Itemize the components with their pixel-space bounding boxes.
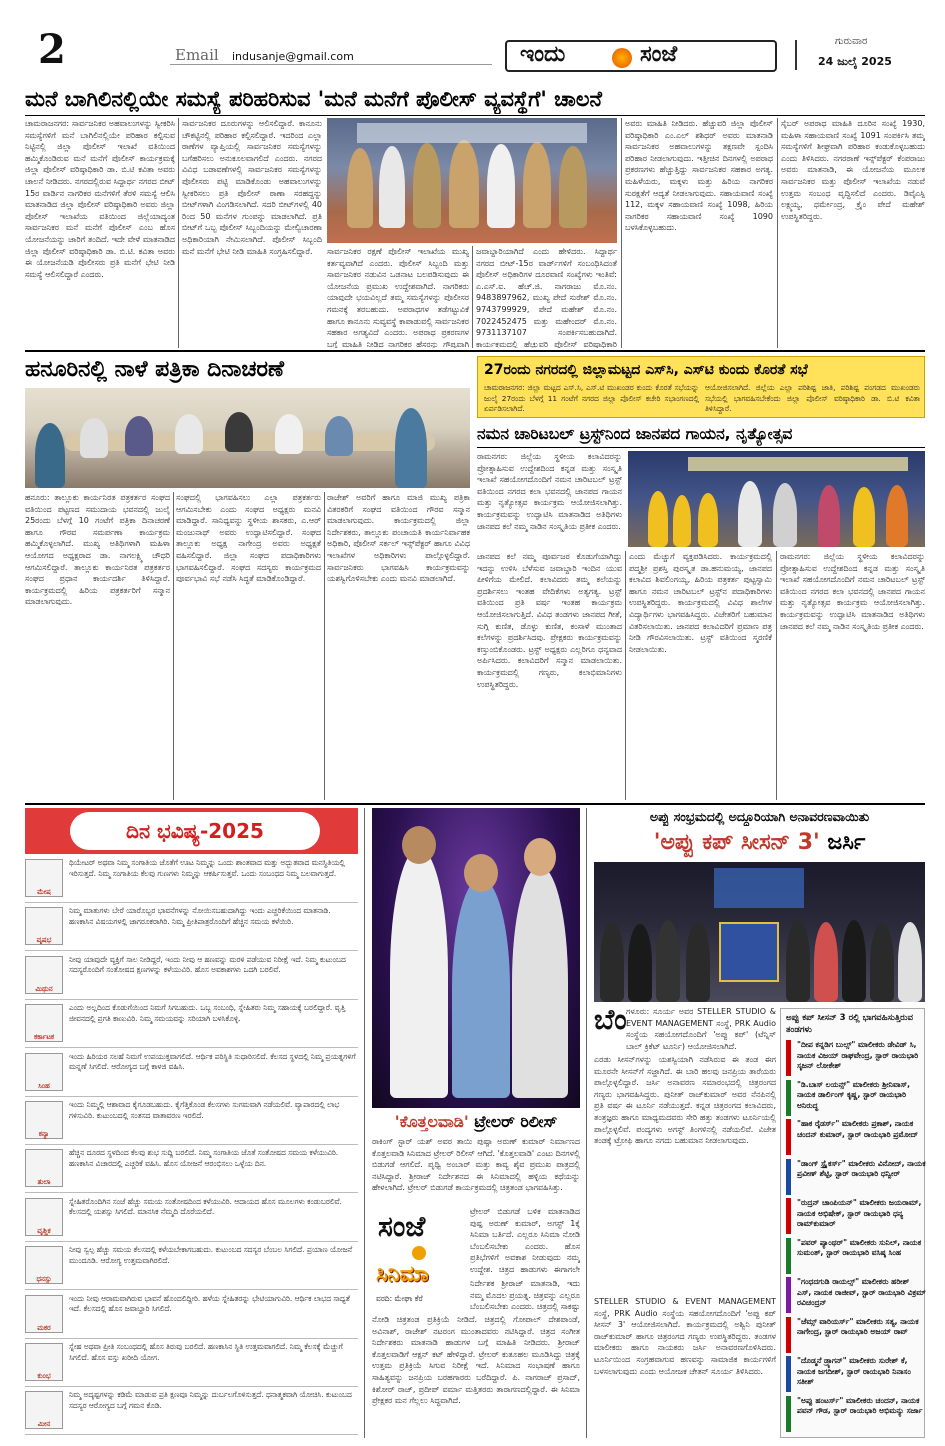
zodiac-text: ಇಂದು ನಿಮ್ಮಲ್ಲಿ ಆಶಾವಾದ ಕೈಗೂಡಬಹುದು. ಕೈಗೆತ್ತಿಕೊಂಡ ಕೆಲಸಗಳು ಸುಗಮವಾಗಿ ನಡೆಯಲಿವೆ. ವ್ಯಾಪಾರದಲ್ಲಿ ಲಾಭ ಗಳಿಸುವಿರಿ. ಕುಟುಂಬದಲ್ಲಿ ಸಂತಸದ ವಾತಾವರಣ ಇರಲಿದೆ.: [69, 1100, 340, 1120]
story1-col2: ಸಾರ್ವಜನಿಕರ ದೂರುಗಳನ್ನು ಆಲಿಸಲಿದ್ದಾರೆ. ಕಾನೂನು ಚೌಕಟ್ಟಿನಲ್ಲಿ ಪರಿಹಾರ ಕಲ್ಪಿಸಲಿದ್ದಾರೆ. ಇದರಿಂದ ಎಲ್ಲಾ ಠಾಣೆಗಳ ವ್ಯಾಪ್ತಿಯಲ್ಲಿ ಸಾರ್ವಜನಿಕರ ಸಮಸ್ಯೆಗಳನ್ನು ಬಗೆಹರಿಸಲು ಅನುಕೂಲವಾಗಲಿದೆ ಎಂದರು. ನಗರದ ವಿವಿಧ ಬಡಾವಣೆಗಳಲ್ಲಿ ಸಾರ್ವಜನಿಕರ ಸಮಸ್ಯೆಗಳನ್ನು ಪೊಲೀಸರು ಪಟ್ಟಿ ಮಾಡಿಕೊಂಡು ಅಹವಾಲುಗಳನ್ನು ಸ್ವೀಕರಿಸಲು ಪ್ರತಿ ಪೊಲೀಸ್ ಠಾಣಾ ಸರಹದ್ದನ್ನು ಬೀಟ್‌ಗಳಾಗಿ ವಿಂಗಡಿಸಲಾಗಿದೆ. ಸದರಿ ಬೀಟ್‌ಗಳಲ್ಲಿ 40 ರಿಂದ 50 ಮನೆಗಳ ಗುಂಪನ್ನು ಮಾಡಲಾಗಿದೆ. ಪ್ರತಿ ಬೀಟ್‌ಗೆ ಒಬ್ಬ ಪೊಲೀಸ್ ಸಿಬ್ಬಂದಿಯನ್ನು ಮೇಲ್ವಿಚಾರಣಾ ಅಧಿಕಾರಿಯಾಗಿ ನೇಮಿಸಲಾಗಿದೆ. ಪೊಲೀಸ್ ಸಿಬ್ಬಂದಿ ಮನೆ ಮನೆಗೆ ಭೇಟಿ ನೀಡಿ ಮಾಹಿತಿ ಸಂಗ್ರಹಿಸಲಿದ್ದಾರೆ.: [182, 119, 322, 256]
page-number: 2: [38, 26, 66, 73]
story1-col4: ಜವಾಬ್ದಾರಿಯಾಗಿದೆ ಎಂದು ಹೇಳಿದರು. ಸಿದ್ದಾರ್ಥ ನಗರದ ಬೀಟ್-15ರ ವಾರ್ಡ್‌ಗಳಿಗೆ ಸಂಬಂಧಿಸಿದಂತೆ ಪೊಲೀಸ್ ಅಧಿಕಾರಿಗಳ ದೂರವಾಣಿ ಸಂಖ್ಯೆಗಳು ಇಂತಿವೆ: ಎ.ಎಸ್.ಐ. ಹೆಚ್.ಜಿ. ನಾಗರಾಜು ಮೊ.ನಂ. 9483897962, ಮುಖ್ಯ ಪೇದೆ ಸುರೇಶ್ ಮೊ.ನಂ. 9743799929, ಪೇದೆ ಮಹೇಶ್ ಮೊ.ನಂ. 7022452475 ಮತ್ತು ಮಹೇಂದರ್ ಮೊ.ನಂ. 9731137107 ಸಂಪರ್ಕಿಸಬಹುದಾಗಿದೆ. ಕಾರ್ಯಕ್ರಮದಲ್ಲಿ ಹೆಚ್ಚುವರಿ ಪೊಲೀಸ್ ವರಿಷ್ಠಾಧಿಕಾರಿ: [476, 247, 617, 348]
paper-name-right: ಸಂಜೆ: [640, 42, 678, 67]
story4-col-a: ಜಾನಪದ ಕಲೆ ನಮ್ಮ ಪೂರ್ವಜರ ಕೊಡುಗೆಯಾಗಿದ್ದು ಇದನ್ನು ಉಳಿಸಿ ಬೆಳೆಸುವ ಜವಾಬ್ದಾರಿ ಇಂದಿನ ಯುವ ಪೀಳಿಗೆಯ ಮೇಲಿದೆ. ಕಲಾವಿದರು ತಮ್ಮ ಕಲೆಯನ್ನು ಪ್ರದರ್ಶಿಸಲು ಇಂತಹ ವೇದಿಕೆಗಳು ಅತ್ಯಗತ್ಯ. ಟ್ರಸ್ಟ್ ವತಿಯಿಂದ ಪ್ರತಿ ವರ್ಷ ಇಂತಹ ಕಾರ್ಯಕ್ರಮ ಆಯೋಜಿಸಲಾಗುತ್ತಿದೆ. ವಿವಿಧ ತಂಡಗಳು ಜಾನಪದ ಗೀತೆ, ಸುಗ್ಗಿ ಕುಣಿತ, ಡೊಳ್ಳು ಕುಣಿತ, ಕಂಸಾಳೆ ಮುಂತಾದ ಕಲೆಗಳನ್ನು ಪ್ರದರ್ಶಿಸಿದವು. ಪ್ರೇಕ್ಷಕರು ಕಾರ್ಯಕ್ರಮವನ್ನು ಕಣ್ತುಂಬಿಕೊಂಡರು. ಟ್ರಸ್ಟ್ ಅಧ್ಯಕ್ಷರು ಎಲ್ಲರಿಗೂ ಧನ್ಯವಾದ ಅರ್ಪಿಸಿದರು. ಕಲಾವಿದರಿಗೆ ಸನ್ಮಾನ ಮಾಡಲಾಯಿತು. ಕಾರ್ಯಕ್ರಮದಲ್ಲಿ ಗಣ್ಯರು, ಕಲಾಭಿಮಾನಿಗಳು ಉಪಸ್ಥಿತರಿದ್ದರು.: [477, 552, 622, 689]
zodiac-text: ನೀವು ಯಾವುದೇ ವ್ಯಕ್ತಿಗೆ ಸಾಲ ನೀಡಿದ್ದರೆ, ಇಂದು ನೀವು ಆ ಹಣವನ್ನು ಮರಳಿ ಪಡೆಯುವ ನಿರೀಕ್ಷೆ ಇದೆ. ನಿಮ್ಮ ಕುಟುಂಬದ ಸದಸ್ಯರೊಂದಿಗೆ ಸಂತೋಷದ ಕ್ಷಣಗಳನ್ನು ಕಳೆಯುವಿರಿ. ಹೊಸ ಅವಕಾಶಗಳು ಒದಗಿ ಬರಲಿವೆ.: [69, 954, 346, 975]
appu-body-left: ಎರಡು ಸೀಸನ್‌ಗಳನ್ನು ಯಶಸ್ವಿಯಾಗಿ ನಡೆಸಿರುವ ಈ ತಂಡ ಈಗ ಮೂರನೇ ಸೀಸನ್‌ಗೆ ಸಜ್ಜಾಗಿದೆ. ಈ ಬಾರಿ ಹಲವು ಜನಪ್ರಿಯ ತಾರೆಯರು ಪಾಲ್ಗೊಳ್ಳಲಿದ್ದಾರೆ. ಜರ್ಸಿ ಅನಾವರಣ ಸಮಾರಂಭದಲ್ಲಿ ಚಿತ್ರರಂಗದ ಗಣ್ಯರು ಭಾಗವಹಿಸಿದ್ದರು. ಪುನೀತ್ ರಾಜ್‌ಕುಮಾರ್ ಅವರ ನೆನಪಿನಲ್ಲಿ ಪ್ರತಿ ವರ್ಷ ಈ ಟೂರ್ನಿ ನಡೆಯುತ್ತದೆ. ಕನ್ನಡ ಚಿತ್ರರಂಗದ ಕಲಾವಿದರು, ತಂತ್ರಜ್ಞರು ಹಾಗೂ ಮಾಧ್ಯಮದವರು ಸೇರಿ ಹತ್ತು ತಂಡಗಳು ಟೂರ್ನಿಯಲ್ಲಿ ಪಾಲ್ಗೊಳ್ಳಲಿವೆ. ಪಂದ್ಯಗಳು ಅಗಸ್ಟ್ ತಿಂಗಳಿನಲ್ಲಿ ನಡೆಯಲಿವೆ. ವಿಜೇತ ತಂಡಕ್ಕೆ ಟ್ರೋಫಿ ಹಾಗೂ ನಗದು ಬಹುಮಾನ ನೀಡಲಾಗುವುದು.: [594, 1055, 776, 1146]
film-reel-icon: [412, 1246, 426, 1260]
story1-col5: ಅವರು ಮಾಹಿತಿ ನೀಡಿದರು. ಹೆಚ್ಚುವರಿ ಜಿಲ್ಲಾ ಪೊಲೀಸ್ ವರಿಷ್ಠಾಧಿಕಾರಿ ಎಂ.ಎಲ್ ಶಶಿಧರ್ ಅವರು ಮಾತನಾಡಿ ಸಾರ್ವಜನಿಕರ ಅಹವಾಲುಗಳನ್ನು ತಕ್ಷಣವೇ ಸ್ಪಂದಿಸಿ ಪರಿಹಾರ ನೀಡಲಾಗುವುದು. ಇತ್ತೀಚಿನ ದಿನಗಳಲ್ಲಿ ಅಪರಾಧ ಪ್ರಕರಣಗಳು ಹೆಚ್ಚುತ್ತಿದ್ದು ಸಾರ್ವಜನಿಕರ ಸಹಕಾರ ಅಗತ್ಯ. ಮಹಿಳೆಯರು, ಮಕ್ಕಳು ಮತ್ತು ಹಿರಿಯ ನಾಗರಿಕರ ಸುರಕ್ಷತೆಗೆ ಆದ್ಯತೆ ನೀಡಲಾಗುವುದು. ಸಹಾಯವಾಣಿ ಸಂಖ್ಯೆ 112, ಮಕ್ಕಳ ಸಹಾಯವಾಣಿ ಸಂಖ್ಯೆ 1098, ಹಿರಿಯ ನಾಗರಿಕರ ಸಹಾಯವಾಣಿ ಸಂಖ್ಯೆ 1090 ಬಳಸಿಕೊಳ್ಳಬಹುದು.: [625, 119, 773, 233]
cinema-body-bottom: ನೋಡಿ ಚಿತ್ರತಂಡ ಪ್ರತಿಕ್ರಿಯೆ ನೀಡಿದೆ. ಚಿತ್ರದಲ್ಲಿ ಗೋಪಾಲ್ ದೇಶಪಾಂಡೆ, ಅವಿನಾಶ್, ರಾಜೇಶ್ ನಟರಂಗ ಮುಂತಾದವರು ನಟಿಸಿದ್ದಾರೆ. ಚಿತ್ರದ ಸಂಗೀತ ನಿರ್ದೇಶಕರು ಮಾತನಾಡಿ ಹಾಡುಗಳ ಬಗ್ಗೆ ಮಾಹಿತಿ ನೀಡಿದರು. ಶ್ರೀರಾಜ್ ಕೊತ್ತಲವಾಡಿಗೆ ಆಕ್ಷನ್ ಕಟ್ ಹೇಳಿದ್ದಾರೆ. ಟ್ರೇಲರ್ ಕುತೂಹಲ ಮೂಡಿಸಿದ್ದು ಚಿತ್ರಕ್ಕೆ ಉತ್ತಮ ಪ್ರತಿಕ್ರಿಯೆ ಸಿಗುವ ನಿರೀಕ್ಷೆ ಇದೆ. ಸಿನಿಮಾದ ಸಂಭಾಷಣೆ ಹಾಗೂ ಸಾಹಿತ್ಯವನ್ನು ಜನಪ್ರಿಯ ಬರಹಗಾರರು ಬರೆದಿದ್ದಾರೆ. ಪಿ. ನಾಗರಾಜ್ ಪ್ರಸಾದ್, ಕಿಶೋರ್ ರಾಜ್, ಪ್ರದೀಪ್ ವರ್ಮಾ ಮತ್ತಿತರರು ತಾರಾಗಣದಲ್ಲಿದ್ದಾರೆ. ಈ ಸಿನಿಮಾ ಪ್ರೇಕ್ಷಕರ ಮನ ಗೆಲ್ಲಲು ಸಿದ್ಧವಾಗಿದೆ.: [372, 1315, 580, 1406]
horoscope-title: ದಿನ ಭವಿಷ್ಯ-2025: [70, 812, 320, 850]
team-entry: "ಅಪ್ಪು ಹಂಟರ್ಸ್" ಮಾಲೀಕರು ಚಂದನ್, ನಾಯಕ ಪವನ್ ಗೌಡ, ಸ್ಟಾರ್ ರಾಯಭಾರಿ ಅಭಿಮನ್ಯು ಸರ್ಜಾ: [786, 1396, 926, 1432]
team-entry: "ಡಿ.ಬಾಸ್ ಲಯನ್ಸ್" ಮಾಲೀಕರು ಶ್ರೀನಿವಾಸ್, ನಾಯಕ ಡಾರ್ಲಿಂಗ್ ಕೃಷ್ಣ, ಸ್ಟಾರ್ ರಾಯಭಾರಿ ಅನಿರುದ್ಧ: [786, 1080, 926, 1116]
zodiac-name: ಸಿಂಹ: [38, 1081, 50, 1090]
cinema-poster-photo: [372, 808, 580, 1108]
appu-body-lead: ಗಳೂರು: ಸೂರ್ಯ ಅವರ STELLER STUDIO & EVENT MANAGEMENT ಸಂಸ್ಥೆ, PRK Audio ಸಂಸ್ಥೆಯ ಸಹಯೋಗದೊಂದಿಗೆ 'ಅಪ್ಪು ಕಪ್' (ಟೆನ್ನಿಸ್ ಬಾಲ್ ಕ್ರಿಕೆಟ್ ಟೂರ್ನಿ) ಆಯೋಜಿಸಲಾಗಿದೆ.: [626, 1007, 776, 1051]
press-meeting-photo: [25, 388, 470, 488]
story2-headline: ಹನೂರಿನಲ್ಲಿ ನಾಳೆ ಪತ್ರಿಕಾ ದಿನಾಚರಣೆ: [25, 357, 285, 382]
story3-headline: 27ರಂದು ನಗರದಲ್ಲಿ ಜಿಲ್ಲಾಮಟ್ಟದ ಎಸ್‌ಸಿ, ಎಸ್‌ಟಿ ಕುಂದು ಕೊರತೆ ಸಭೆ: [484, 362, 808, 378]
zodiac-name: ಧನಸ್ಸು: [36, 1275, 52, 1284]
zodiac-name: ತುಲಾ: [37, 1178, 51, 1187]
zodiac-name: ವೃಷಭ: [36, 936, 52, 945]
zodiac-name: ವೃಶ್ಚಿಕ: [37, 1226, 51, 1235]
story1-headline: ಮನೆ ಬಾಗಿಲಿನಲ್ಲಿಯೇ ಸಮಸ್ಯೆ ಪರಿಹರಿಸುವ 'ಮನೆ ಮನೆಗೆ ಪೊಲೀಸ್ ವ್ಯವಸ್ಥೆಗೆ' ಚಾಲನೆ: [25, 87, 602, 111]
team-entry: "ಗಂಧದಗುಡಿ ರಾಯಲ್ಸ್" ಮಾಲೀಕರು ಹರೀಶ್ ಎಸ್, ನಾಯಕ ರಾಜೀವ್, ಸ್ಟಾರ್ ರಾಯಭಾರಿ ವಿಕ್ರಮ್ ರವಿಚಂದ್ರನ್: [786, 1277, 926, 1313]
story2-col2: ಸಂಘದಲ್ಲಿ ಭಾಗವಹಿಸಲು ಎಲ್ಲಾ ಪತ್ರಕರ್ತರು ಆಗಮಿಸಬೇಕು ಎಂದು ಸಂಘದ ಅಧ್ಯಕ್ಷರು ಮನವಿ ಮಾಡಿದ್ದಾರೆ. ಸಾನಿಧ್ಯವನ್ನು ಸ್ಥಳೀಯ ಶಾಸಕರು, ಎ.ಆರ್ ಮಂಜುನಾಥ್ ಅವರು ಉದ್ಘಾಟಿಸಲಿದ್ದಾರೆ. ಸಂಘದ ತಾಲ್ಲೂಕು ಅಧ್ಯಕ್ಷ ನಾಗೇಂದ್ರ ಅವರು ಅಧ್ಯಕ್ಷತೆ ವಹಿಸಲಿದ್ದಾರೆ. ಜಿಲ್ಲಾ ಸಂಘದ ಪದಾಧಿಕಾರಿಗಳು ಭಾಗವಹಿಸಲಿದ್ದಾರೆ. ಸಂಘದ ಸದಸ್ಯರು ಕಾರ್ಯಕ್ರಮದ ಪೂರ್ವಭಾವಿ ಸಭೆ ನಡೆಸಿ ಸಿದ್ಧತೆ ಮಾಡಿಕೊಂಡಿದ್ದಾರೆ.: [176, 493, 321, 584]
cinema-film-title: 'ಕೊತ್ತಲವಾಡಿ': [394, 1112, 469, 1131]
horoscope-row: [25, 1050, 358, 1097]
horoscope-row: [25, 1001, 358, 1048]
zodiac-text: ಇಂದು ಹಿರಿಯರ ಸಲಹೆ ನಿಮಗೆ ಉಪಯುಕ್ತವಾಗಲಿದೆ. ಆರ್ಥಿಕ ಪರಿಸ್ಥಿತಿ ಸುಧಾರಿಸಲಿದೆ. ಕೆಲಸದ ಸ್ಥಳದಲ್ಲಿ ನಿಮ್ಮ ಪ್ರಯತ್ನಗಳಿಗೆ ಮನ್ನಣೆ ಸಿಗಲಿದೆ. ಆರೋಗ್ಯದ ಬಗ್ಗೆ ಕಾಳಜಿ ವಹಿಸಿ.: [69, 1051, 356, 1072]
jersey-launch-photo: [594, 862, 925, 1002]
story3-col1: ಚಾಮರಾಜನಗರ: ಜಿಲ್ಲಾ ಮಟ್ಟದ ಎಸ್.ಸಿ, ಎಸ್.ಟಿ ಮುಖಂಡರ ಕುಂದು ಕೊರತೆ ಸಭೆಯನ್ನು ಜುಲೈ 27ರಂದು ಬೆಳಗ್ಗೆ 11 ಗಂಟೆಗೆ ನಗರದ ಜಿಲ್ಲಾ ಪೊಲೀಸ್ ಕಚೇರಿ ಸಭಾಂಗಣದಲ್ಲಿ ಏರ್ಪಡಿಸಲಾಗಿದೆ.: [484, 383, 699, 413]
team-entry: "ಹಾಕ ರೈಡರ್ಸ್" ಮಾಲೀಕರು ಪ್ರಕಾಶ್, ನಾಯಕ ಚಂದನ್ ಕುಮಾರ್, ಸ್ಟಾರ್ ರಾಯಭಾರಿ ಪ್ರಮೋದ್: [786, 1119, 926, 1155]
zodiac-text: ಥಿಯೇಟರ್ ಅಥವಾ ನಿಮ್ಮ ಸಂಗಾತಿಯ ಜೊತೆಗೆ ಊಟ ನಿಮ್ಮನ್ನು ಒಂದು ಶಾಂತವಾದ ಮತ್ತು ಅದ್ಭುತವಾದ ಮನಸ್ಥಿತಿಯಲ್ಲಿ ಇರಿಸುತ್ತದೆ. ನಿಮ್ಮ ಸಂಗಾತಿಯ ಕೆಲವು ಗುಣಗಳು ನಿಮ್ಮನ್ನು ಆಕರ್ಷಿಸುತ್ತವೆ. ಒಂದು ಸಂಬಂಧದ ನಿಮ್ಮ ಬಲವಾಗುತ್ತದೆ.: [69, 858, 345, 878]
team-entry: "ರುದ್ರನ್ ಚಾಂಪಿಯನ್" ಮಾಲೀಕರು ಜಯರಾಮ್, ನಾಯಕ ಅಭಿಷೇಕ್, ಸ್ಟಾರ್ ರಾಯಭಾರಿ ಧನ್ಯ ರಾಮ್‌ಕುಮಾರ್: [786, 1198, 926, 1234]
zodiac-text: ನಿಮ್ಮ ಮಾತುಗಳು ಬೇರೆ ಯಾರೊಬ್ಬರ ಭಾವನೆಗಳನ್ನು ನೋಯಿಸಬಹುದಾಗಿದ್ದು ಇಂದು ಎಚ್ಚರಿಕೆಯಿಂದ ಮಾತನಾಡಿ. ಹಣಕಾಸಿನ ವಿಷಯಗಳಲ್ಲಿ ಜಾಗರೂಕರಾಗಿರಿ. ನಿಮ್ಮ ಪ್ರೀತಿಪಾತ್ರರೊಂದಿಗೆ ಹೆಚ್ಚಿನ ಸಮಯ ಕಳೆಯಿರಿ.: [69, 906, 331, 926]
story1-col1: ಚಾಮರಾಜನಗರ: ಸಾರ್ವಜನಿಕರ ಅಹವಾಲುಗಳನ್ನು ಸ್ವೀಕರಿಸಿ ಸಮಸ್ಯೆಗಳಿಗೆ ಮನೆ ಬಾಗಿಲಿನಲ್ಲಿಯೇ ಪರಿಹಾರ ಕಲ್ಪಿಸುವ ನಿಟ್ಟಿನಲ್ಲಿ ಜಿಲ್ಲಾ ಪೊಲೀಸ್ ಇಲಾಖೆ ವತಿಯಿಂದ ಹಮ್ಮಿಕೊಂಡಿರುವ ಮನೆ ಮನೆಗೆ ಪೊಲೀಸ್ ಕಾರ್ಯಕ್ರಮಕ್ಕೆ ಜಿಲ್ಲಾ ಪೊಲೀಸ್ ವರಿಷ್ಠಾಧಿಕಾರಿ ಡಾ. ಬಿ.ಟಿ ಕವಿತಾ ಅವರು ಚಾಲನೆ ನೀಡಿದರು. ನಗರದಲ್ಲಿರುವ ಸಿದ್ದಾರ್ಥ ನಗರದ ಬೀಟ್ 15ರ ವಾರ್ಡಿನ ನಾಗರಿಕರ ಮನೆಗಳಿಗೆ ತೆರಳಿ ಸಮಸ್ಯೆ ಆಲಿಸಿ ಮಾತನಾಡಿದ ಜಿಲ್ಲಾ ಪೊಲೀಸ್ ವರಿಷ್ಠಾಧಿಕಾರಿ ಅವರು ಜಿಲ್ಲಾ ಪೊಲೀಸ್ ಇಲಾಖೆಯ ವತಿಯಿಂದ ಜಿಲ್ಲೆಯಾದ್ಯಂತ ಸಾರ್ವಜನಿಕರ ಮನೆ ಮನೆಗೆ ಪೊಲೀಸ್ ಎಂಬ ಹೊಸ ಯೋಜನೆಯನ್ನು ಜಾರಿಗೆ ತಂದಿದೆ. ಇದೇ ವೇಳೆ ಮಾತನಾಡಿದ ಜಿಲ್ಲಾ ಪೊಲೀಸ್ ವರಿಷ್ಠಾಧಿಕಾರಿ ಡಾ. ಬಿ.ಟಿ. ಕವಿತಾ ಅವರು ಈ ಯೋಜನೆಯಡಿ ಪೊಲೀಸರು ಪ್ರತಿ ಮನೆಗೆ ಭೇಟಿ ನೀಡಿ ಸಮಸ್ಯೆ ಆಲಿಸಲಿದ್ದಾರೆ ಎಂದರು.: [25, 119, 175, 279]
story2-col1: ಹನೂರು: ತಾಲ್ಲೂಕು ಕಾರ್ಯನಿರತ ಪತ್ರಕರ್ತರ ಸಂಘದ ವತಿಯಿಂದ ಪಟ್ಟಣದ ಸಮುದಾಯ ಭವನದಲ್ಲಿ ಜುಲೈ 25ರಂದು ಬೆಳಗ್ಗೆ 10 ಗಂಟೆಗೆ ಪತ್ರಿಕಾ ದಿನಾಚರಣೆ ಹಾಗೂ ಗೌರವ ಸಮರ್ಪಣಾ ಕಾರ್ಯಕ್ರಮ ಹಮ್ಮಿಕೊಳ್ಳಲಾಗಿದೆ. ಮುಖ್ಯ ಅತಿಥಿಗಳಾಗಿ ಮಹಿಳಾ ಆಯೋಗದ ಅಧ್ಯಕ್ಷರಾದ ಡಾ. ನಾಗಲಕ್ಷ್ಮಿ ಚೌಧರಿ ಆಗಮಿಸಲಿದ್ದಾರೆ. ತಾಲ್ಲೂಕು ಕಾರ್ಯನಿರತ ಪತ್ರಕರ್ತರ ಸಂಘದ ಪ್ರಧಾನ ಕಾರ್ಯದರ್ಶಿ ತಿಳಿಸಿದ್ದಾರೆ. ಕಾರ್ಯಕ್ರಮದಲ್ಲಿ ಹಿರಿಯ ಪತ್ರಕರ್ತರಿಗೆ ಸನ್ಮಾನ ಮಾಡಲಾಗುವುದು.: [25, 493, 170, 607]
horoscope-row: [25, 1292, 358, 1339]
cinema-headline: [372, 1110, 580, 1134]
zodiac-text: ಇಂದು ನೀವು ಆರಾಮವಾಗಿರುವ ಭಾವನೆ ಹೊಂದಲಿದ್ದೀರಿ. ಹಳೆಯ ಸ್ನೇಹಿತರನ್ನು ಭೇಟಿಯಾಗುವಿರಿ. ಆರ್ಥಿಕ ಲಾಭದ ಸಾಧ್ಯತೆ ಇದೆ. ಕೆಲಸದಲ್ಲಿ ಹೊಸ ಜವಾಬ್ದಾರಿ ಸಿಗಲಿದೆ.: [69, 1293, 350, 1314]
masthead: [0, 0, 945, 82]
sanje-cinema-badge: [372, 1210, 466, 1310]
horoscope-row: [25, 1340, 358, 1387]
appu-headline-end: ಜರ್ಸಿ: [819, 830, 866, 855]
zodiac-text: ಎಂದು ಅಲ್ಲದಿಂದ ಕೊಡುಗೆಯಿಂದ ನಿಮಗೆ ಸಿಗಬಹುದು. ಒಬ್ಬ ಸಂಬಂಧಿ, ಸ್ನೇಹಿತರು ನಿಮ್ಮ ಸಹಾಯಕ್ಕೆ ಬರಲಿದ್ದಾರೆ. ವೃತ್ತಿ ಜೀವನದಲ್ಲಿ ಪ್ರಗತಿ ಕಾಣುವಿರಿ. ನಿಮ್ಮ ಸಮಯವನ್ನು ಸರಿಯಾಗಿ ಬಳಸಿಕೊಳ್ಳಿ.: [69, 1003, 346, 1023]
zodiac-name: ಕರ್ಕಾಟಕ: [33, 1033, 55, 1042]
weekday: ಗುರುವಾರ: [835, 36, 868, 47]
horoscope-row: [25, 904, 358, 951]
folk-festival-photo: [628, 451, 925, 547]
email-address[interactable]: indusanje@gmail.com: [232, 50, 354, 63]
story3-col2: ಆಯೋಜಿಸಲಾಗಿದೆ. ಜಿಲ್ಲೆಯ ಎಲ್ಲಾ ಪರಿಶಿಷ್ಟ ಜಾತಿ, ಪರಿಶಿಷ್ಟ ಪಂಗಡದ ಮುಖಂಡರು ಸಭೆಯಲ್ಲಿ ಭಾಗವಹಿಸಬೇಕೆಂದು ಜಿಲ್ಲಾ ಪೊಲೀಸ್ ವರಿಷ್ಠಾಧಿಕಾರಿ ಡಾ. ಬಿ.ಟಿ ಕವಿತಾ ತಿಳಿಸಿದ್ದಾರೆ.: [705, 383, 920, 413]
horoscope-row: [25, 1243, 358, 1290]
story1-col3: ಸಾರ್ವಜನಿಕರ ರಕ್ಷಣೆ ಪೊಲೀಸ್ ಇಲಾಖೆಯ ಮುಖ್ಯ ಕರ್ತವ್ಯವಾಗಿದೆ ಎಂದರು. ಪೊಲೀಸ್ ಸಿಬ್ಬಂದಿ ಮತ್ತು ಸಾರ್ವಜನಿಕರ ನಡುವಿನ ಒಡನಾಟ ಬಲಪಡಿಸುವುದು ಈ ಯೋಜನೆಯ ಪ್ರಮುಖ ಉದ್ದೇಶವಾಗಿದೆ. ನಾಗರಿಕರು ಯಾವುದೇ ಭಯವಿಲ್ಲದೆ ತಮ್ಮ ಸಮಸ್ಯೆಗಳನ್ನು ಪೊಲೀಸರ ಗಮನಕ್ಕೆ ತರಬಹುದು. ಅಪರಾಧಗಳ ತಡೆಗಟ್ಟುವಿಕೆ ಹಾಗೂ ಕಾನೂನು ಸುವ್ಯವಸ್ಥೆ ಕಾಪಾಡುವಲ್ಲಿ ಸಾರ್ವಜನಿಕರ ಸಹಕಾರ ಅಗತ್ಯವಿದೆ ಎಂದರು. ಅಪರಾಧ ಪ್ರಕರಣಗಳ ಬಗ್ಗೆ ಮಾಹಿತಿ ನೀಡಿದ ನಾಗರಿಕರ ಹೆಸರನ್ನು ಗೌಪ್ಯವಾಗಿ: [327, 247, 469, 348]
masthead-rule-icon: [795, 40, 797, 70]
teams-title: ಅಪ್ಪು ಕಪ್ ಸೀಸನ್ 3 ರಲ್ಲಿ ಭಾಗವಹಿಸುತ್ತಿರುವ ತಂಡಗಳು: [786, 1013, 913, 1035]
story4-col-top: ರಾಮನಗರ: ಜಿಲ್ಲೆಯ ಸ್ಥಳೀಯ ಕಲಾವಿದರನ್ನು ಪ್ರೋತ್ಸಾಹಿಸುವ ಉದ್ದೇಶದಿಂದ ಕನ್ನಡ ಮತ್ತು ಸಂಸ್ಕೃತಿ ಇಲಾಖೆ ಸಹಯೋಗದೊಂದಿಗೆ ನಮನ ಚಾರಿಟಬಲ್ ಟ್ರಸ್ಟ್ ವತಿಯಿಂದ ನಗರದ ಕಲಾ ಭವನದಲ್ಲಿ ಜಾನಪದ ಗಾಯನ ಮತ್ತು ನೃತ್ಯೋತ್ಸವ ಕಾರ್ಯಕ್ರಮ ಆಯೋಜಿಸಲಾಗಿತ್ತು. ಕಾರ್ಯಕ್ರಮವನ್ನು ಉದ್ಘಾಟಿಸಿ ಮಾತನಾಡಿದ ಅತಿಥಿಗಳು ಜಾನಪದ ಕಲೆ ನಮ್ಮ ನಾಡಿನ ಸಂಸ್ಕೃತಿಯ ಪ್ರತೀಕ ಎಂದರು.: [477, 452, 622, 531]
appu-dropcap: ಬೆಂ: [594, 1003, 627, 1036]
cinema-body-left: ನಿರ್ದೇಶಕ ಶ್ರೀರಾಜ್ ಮಾತನಾಡಿ, ಇದು ನಮ್ಮ ಮೊದಲ ಪ್ರಯತ್ನ. ಚಿತ್ರವನ್ನು ಎಲ್ಲರೂ ಬೆಂಬಲಿಸಬೇಕು ಎಂದರು. ಚಿತ್ರದಲ್ಲಿ ಸಾಕಷ್ಟು: [470, 1279, 580, 1312]
story4-col-c: ರಾಮನಗರ: ಜಿಲ್ಲೆಯ ಸ್ಥಳೀಯ ಕಲಾವಿದರನ್ನು ಪ್ರೋತ್ಸಾಹಿಸುವ ಉದ್ದೇಶದಿಂದ ಕನ್ನಡ ಮತ್ತು ಸಂಸ್ಕೃತಿ ಇಲಾಖೆ ಸಹಯೋಗದೊಂದಿಗೆ ನಮನ ಚಾರಿಟಬಲ್ ಟ್ರಸ್ಟ್ ವತಿಯಿಂದ ನಗರದ ಕಲಾ ಭವನದಲ್ಲಿ ಜಾನಪದ ಗಾಯನ ಮತ್ತು ನೃತ್ಯೋತ್ಸವ ಕಾರ್ಯಕ್ರಮ ಆಯೋಜಿಸಲಾಗಿತ್ತು. ಕಾರ್ಯಕ್ರಮವನ್ನು ಉದ್ಘಾಟಿಸಿ ಮಾತನಾಡಿದ ಅತಿಥಿಗಳು ಜಾನಪದ ಕಲೆ ನಮ್ಮ ನಾಡಿನ ಸಂಸ್ಕೃತಿಯ ಪ್ರತೀಕ ಎಂದರು.: [780, 552, 925, 631]
zodiac-text: ಸ್ನೇಹ ಅಥವಾ ಪ್ರೀತಿ ಸಂಬಂಧದಲ್ಲಿ ಹೊಸ ತಿರುವು ಬರಲಿದೆ. ಹಣಕಾಸಿನ ಸ್ಥಿತಿ ಉತ್ತಮವಾಗಲಿದೆ. ನಿಮ್ಮ ಕೆಲಸಕ್ಕೆ ಮೆಚ್ಚುಗೆ ಸಿಗಲಿದೆ. ಹೊಸ ವಸ್ತು ಖರೀದಿ ಯೋಗ.: [69, 1342, 343, 1362]
horoscope-row: [25, 1388, 358, 1435]
email-label: Email: [175, 46, 219, 64]
cinema-byline: ವರದಿ: ಮೇಘಾ ಕೆರೆ: [376, 1294, 423, 1303]
horoscope-row: [25, 856, 358, 903]
cinema-label: ಸಿನಿಮಾ: [376, 1262, 429, 1287]
appu-body-left2: STELLER STUDIO & EVENT MANAGEMENT ಸಂಸ್ಥೆ, PRK Audio ಸಂಸ್ಥೆಯ ಸಹಯೋಗದೊಂದಿಗೆ 'ಅಪ್ಪು ಕಪ್ ಸೀಸನ್ 3' ಆಯೋಜಿಸಲಾಗಿದೆ. ಕಾರ್ಯಕ್ರಮದಲ್ಲಿ ಅಶ್ವಿನಿ ಪುನೀತ್ ರಾಜ್‌ಕುಮಾರ್ ಹಾಗೂ ಚಿತ್ರರಂಗದ ಗಣ್ಯರು ಉಪಸ್ಥಿತರಿದ್ದರು. ತಂಡಗಳ ಮಾಲೀಕರು ಹಾಗೂ ನಾಯಕರು ಜರ್ಸಿ ಅನಾವರಣಗೊಳಿಸಿದರು. ಟೂರ್ನಿಯಿಂದ ಸಂಗ್ರಹವಾಗುವ ಹಣವನ್ನು ಸಾಮಾಜಿಕ ಕಾರ್ಯಗಳಿಗೆ ಬಳಸಲಾಗುವುದು ಎಂದು ಆಯೋಜಕ ಚೇತನ್ ಸೂರ್ಯ ತಿಳಿಸಿದರು.: [594, 1297, 776, 1376]
cinema-headline-rest: ಟ್ರೇಲರ್ ರಿಲೀಸ್: [468, 1112, 558, 1131]
horoscope-row: [25, 1146, 358, 1193]
horoscope-row: [25, 1098, 358, 1145]
appu-subtitle: ಅಪ್ಪು ಸಂಭ್ರಮದಲ್ಲಿ ಅದ್ಧೂರಿಯಾಗಿ ಅನಾವರಣವಾಯಿತು: [649, 809, 870, 824]
appu-headline-quote: 'ಅಪ್ಪು ಕಪ್ ಸೀಸನ್ 3': [653, 830, 820, 855]
horoscope-row: [25, 953, 358, 1000]
zodiac-text: ನಿಮ್ಮ ಅದೃಷ್ಟಗಳನ್ನು ಕಡಿಮೆ ಮಾಡುವ ಪ್ರತಿ ಕ್ಷಣವೂ ನಿಮ್ಮನ್ನು ದುರ್ಬಲಗೊಳಿಸುತ್ತದೆ. ಧನಾತ್ಮಕವಾಗಿ ಯೋಚಿಸಿ. ಕುಟುಂಬದ ಸದಸ್ಯರ ಆರೋಗ್ಯದ ಬಗ್ಗೆ ಗಮನ ಕೊಡಿ.: [69, 1390, 352, 1410]
sun-icon: [612, 48, 632, 68]
zodiac-text: ಹೆಚ್ಚಿನ ದೂರದ ಸ್ಥಳದಿಂದ ಕೆಲವು ಶುಭ ಸುದ್ದಿ ಬರಲಿದೆ. ನಿಮ್ಮ ಸಂಗಾತಿಯ ಜೊತೆ ಸಂತೋಷದ ಸಮಯ ಕಳೆಯುವಿರಿ. ಹಣಕಾಸಿನ ವಿಚಾರದಲ್ಲಿ ಎಚ್ಚರಿಕೆ ವಹಿಸಿ. ಹೊಸ ಯೋಜನೆ ಆರಂಭಿಸಲು ಒಳ್ಳೆಯ ದಿನ.: [69, 1148, 339, 1168]
team-entry: "ಡಾಂಗ್ ಸ್ಟ್ರೈಕರ್ಸ್" ಮಾಲೀಕರು ವಿನೋದ್, ನಾಯಕ ಪ್ರವೀಣ್ ಶೆಟ್ಟಿ, ಸ್ಟಾರ್ ರಾಯಭಾರಿ ಧನ್ವೀರ್: [786, 1159, 926, 1195]
story1-col6: ಸೈಬರ್ ಅಪರಾಧ ಮಾಹಿತಿ ದೂರಿನ ಸಂಖ್ಯೆ 1930, ಮಹಿಳಾ ಸಹಾಯವಾಣಿ ಸಂಖ್ಯೆ 1091 ಸಂಪರ್ಕಿಸಿ ತಮ್ಮ ಸಮಸ್ಯೆಗಳಿಗೆ ಶೀಘ್ರವಾಗಿ ಪರಿಹಾರ ಕಂಡುಕೊಳ್ಳಬಹುದು ಎಂದು ತಿಳಿಸಿದರು. ನಗರಠಾಣೆ ಇನ್ಸ್‌ಪೆಕ್ಟರ್ ಕೆಂಪರಾಜು ಅವರು ಮಾತನಾಡಿ, ಈ ಯೋಜನೆಯ ಮೂಲಕ ಸಾರ್ವಜನಿಕರ ಮತ್ತು ಪೊಲೀಸ್ ಇಲಾಖೆಯ ನಡುವೆ ಉತ್ತಮ ಸಂಬಂಧ ವೃದ್ಧಿಸಲಿದೆ ಎಂದರು. ಡಿವೈಎಸ್ಪಿ ಲಕ್ಷ್ಮಯ್ಯ, ಧರ್ಮೇಂದ್ರ, ಕ್ರೈಂ ಪೇದೆ ಮಹೇಶ್ ಉಪಸ್ಥಿತರಿದ್ದರು.: [781, 119, 925, 221]
appu-headline: [594, 828, 925, 858]
zodiac-name: ಮೀನ: [37, 1420, 51, 1429]
team-entry: "ದೊಡ್ಮನೆ ಡ್ರ್ಯಾಗನ್" ಮಾಲೀಕರು ಸುರೇಶ್ ಕೆ, ನಾಯಕ ಜಗದೀಶ್, ಸ್ಟಾರ್ ರಾಯಭಾರಿ ನಿನಾಸಂ ಸತೀಶ್: [786, 1356, 926, 1392]
date: 24 ಜುಲೈ 2025: [818, 55, 892, 68]
zodiac-name: ಮಕರ: [37, 1323, 51, 1332]
zodiac-text: ನೀವು ಸ್ವಲ್ಪ ಹೆಚ್ಚು ಸಮಯ ಕೆಲಸದಲ್ಲಿ ಕಳೆಯಬೇಕಾಗಬಹುದು. ಕುಟುಂಬದ ಸದಸ್ಯರ ಬೆಂಬಲ ಸಿಗಲಿದೆ. ಪ್ರಯಾಣ ಯೋಜನೆ ಮುಂದೂಡಿ. ಆರೋಗ್ಯ ಉತ್ತಮವಾಗಿರಲಿದೆ.: [69, 1245, 353, 1265]
story4-col-b: ಎಂದು ಮೆಚ್ಚುಗೆ ವ್ಯಕ್ತಪಡಿಸಿದರು. ಕಾರ್ಯಕ್ರಮದಲ್ಲಿ ಪದ್ಮಶ್ರೀ ಪ್ರಶಸ್ತಿ ಪುರಸ್ಕೃತ ಡಾ.ಹನುಮಯ್ಯ, ಜಾನಪದ ಕಲಾವಿದ ಶಿವಲಿಂಗಯ್ಯ, ಹಿರಿಯ ಪತ್ರಕರ್ತ ಪುಟ್ಟಸ್ವಾಮಿ ಹಾಗೂ ನಮನ ಚಾರಿಟಬಲ್ ಟ್ರಸ್ಟ್‌ನ ಪದಾಧಿಕಾರಿಗಳು ಉಪಸ್ಥಿತರಿದ್ದರು. ಕಾರ್ಯಕ್ರಮದಲ್ಲಿ ವಿವಿಧ ಶಾಲೆಗಳ ವಿದ್ಯಾರ್ಥಿಗಳು ಭಾಗವಹಿಸಿದ್ದರು. ವಿಜೇತರಿಗೆ ಬಹುಮಾನ ವಿತರಿಸಲಾಯಿತು. ಜಾನಪದ ಕಲಾವಿದರಿಗೆ ಪ್ರಮಾಣ ಪತ್ರ ನೀಡಿ ಗೌರವಿಸಲಾಯಿತು. ಟ್ರಸ್ಟ್ ವತಿಯಿಂದ ಸ್ಮರಣಿಕೆ ನೀಡಲಾಯಿತು.: [629, 552, 772, 654]
zodiac-name: ಕುಂಭ: [37, 1372, 51, 1380]
zodiac-name: ಮಿಥುನ: [35, 984, 53, 993]
sanje-label: ಸಂಜೆ: [378, 1210, 426, 1243]
team-entry: "ದೀಪ ಕನ್ನಡಿಗ ಬುಲ್ಸ್" ಮಾಲೀಕರು ಡೇವಿಡ್ ಸಿ, ನಾಯಕ ವಿಜಯ್ ರಾಘವೇಂದ್ರ, ಸ್ಟಾರ್ ರಾಯಭಾರಿ ಸೃಜನ್ ಲೋಕೇಶ್: [786, 1040, 926, 1076]
team-entry: "ಜೆಮ್ಸ್ ವಾರಿಯರ್ಸ್" ಮಾಲೀಕರು ಸತ್ಯ, ನಾಯಕ ನಾಗೇಂದ್ರ, ಸ್ಟಾರ್ ರಾಯಭಾರಿ ಅಜಯ್ ರಾವ್: [786, 1317, 926, 1353]
team-entry: "ಪವರ್ ಪ್ಯಾಂಥರ್" ಮಾಲೀಕರು ಸುನಿಲ್, ನಾಯಕ ಸುಮಂತ್, ಸ್ಟಾರ್ ರಾಯಭಾರಿ ವಸಿಷ್ಠ ಸಿಂಹ: [786, 1238, 926, 1274]
zodiac-name: ಮೇಷ: [37, 888, 51, 896]
zodiac-name: ಕನ್ಯಾ: [38, 1130, 50, 1138]
police-event-photo: [327, 118, 617, 243]
story2-col3: ರಾಜೇಶ್ ಅವರಿಗೆ ಹಾಗೂ ಮಾಜಿ ಮುಖ್ಯ ಪತ್ರಿಕಾ ವಿತರಕರಿಗೆ ಸಂಘದ ವತಿಯಿಂದ ಗೌರವ ಸನ್ಮಾನ ಮಾಡಲಾಗುವುದು. ಕಾರ್ಯಕ್ರಮದಲ್ಲಿ ಜಿಲ್ಲಾ ನಿರ್ದೇಶಕರು, ತಾಲ್ಲೂಕು ಪಂಚಾಯತಿ ಕಾರ್ಯನಿರ್ವಾಹಕ ಅಧಿಕಾರಿ, ಪೊಲೀಸ್ ಸರ್ಕಲ್ ಇನ್ಸ್‌ಪೆಕ್ಟರ್ ಹಾಗೂ ವಿವಿಧ ಇಲಾಖೆಗಳ ಅಧಿಕಾರಿಗಳು ಪಾಲ್ಗೊಳ್ಳಲಿದ್ದಾರೆ. ಸಾರ್ವಜನಿಕರು ಭಾಗವಹಿಸಿ ಕಾರ್ಯಕ್ರಮವನ್ನು ಯಶಸ್ವಿಗೊಳಿಸಬೇಕು ಎಂದು ಮನವಿ ಮಾಡಲಾಗಿದೆ.: [327, 493, 470, 584]
horoscope-row: [25, 1195, 358, 1242]
zodiac-text: ಸ್ನೇಹಿತರೊಂದಿಗಿನ ಸಂಜೆ ಹೆಚ್ಚು ಸಮಯ ಸಂತೋಷದಿಂದ ಕಳೆಯುವಿರಿ. ಆದಾಯದ ಹೊಸ ಮೂಲಗಳು ಕಂಡುಬರಲಿವೆ. ಕೆಲಸದಲ್ಲಿ ಯಶಸ್ಸು ಸಿಗಲಿದೆ. ಮಾನಸಿಕ ನೆಮ್ಮದಿ ದೊರೆಯಲಿದೆ.: [69, 1196, 342, 1217]
cinema-body-top: ರಾಕಿಂಗ್ ಸ್ಟಾರ್ ಯಶ್ ಅವರ ತಾಯಿ ಪುಷ್ಪಾ ಅರುಣ್ ಕುಮಾರ್ ನಿರ್ಮಾಣದ ಕೊತ್ತಲವಾಡಿ ಸಿನಿಮಾದ ಟ್ರೇಲರ್ ರಿಲೀಸ್ ಆಗಿದೆ. 'ಕೊತ್ತಲವಾಡಿ' ಎಂಟು ದಿನಗಳಲ್ಲಿ ಬಿಡುಗಡೆ ಆಗಲಿದೆ. ಪೃಥ್ವಿ ಅಂಬಾರ್ ಮತ್ತು ಕಾವ್ಯ ಶೈವ ಪ್ರಮುಖ ಪಾತ್ರದಲ್ಲಿ ನಟಿಸಿದ್ದಾರೆ. ಶ್ರೀರಾಜ್ ನಿರ್ದೇಶನದ ಈ ಸಿನಿಮಾದಲ್ಲಿ ಹಳ್ಳಿಯ ಕಥೆಯನ್ನು ಹೇಳಲಾಗಿದೆ. ಟ್ರೇಲರ್ ಬಿಡುಗಡೆ ಕಾರ್ಯಕ್ರಮದಲ್ಲಿ ಚಿತ್ರತಂಡ ಭಾಗವಹಿಸಿತ್ತು.: [372, 1137, 580, 1193]
story4-headline: ನಮನ ಚಾರಿಟಬಲ್ ಟ್ರಸ್ಟ್‌ನಿಂದ ಜಾನಪದ ಗಾಯನ, ನೃತ್ಯೋತ್ಸವ: [477, 425, 793, 443]
cinema-body-mid: ಟ್ರೇಲರ್ ಬಿಡುಗಡೆ ಬಳಿಕ ಮಾತನಾಡಿದ ಪುಷ್ಪ ಅರುಣ್ ಕುಮಾರ್, ಅಗಸ್ಟ್ 1ಕ್ಕೆ ಸಿನಿಮಾ ಬರ್ತಿದೆ. ಎಲ್ಲರೂ ಸಿನಿಮಾ ನೋಡಿ ಬೆಂಬಲಿಸಬೇಕು ಎಂದರು. ಹೊಸ ಪ್ರತಿಭೆಗಳಿಗೆ ಅವಕಾಶ ನೀಡುವುದು ನಮ್ಮ ಉದ್ದೇಶ. ಚಿತ್ರದ ಹಾಡುಗಳು ಈಗಾಗಲೇ: [470, 1207, 580, 1274]
paper-name-left: ಇಂದು: [520, 42, 566, 67]
